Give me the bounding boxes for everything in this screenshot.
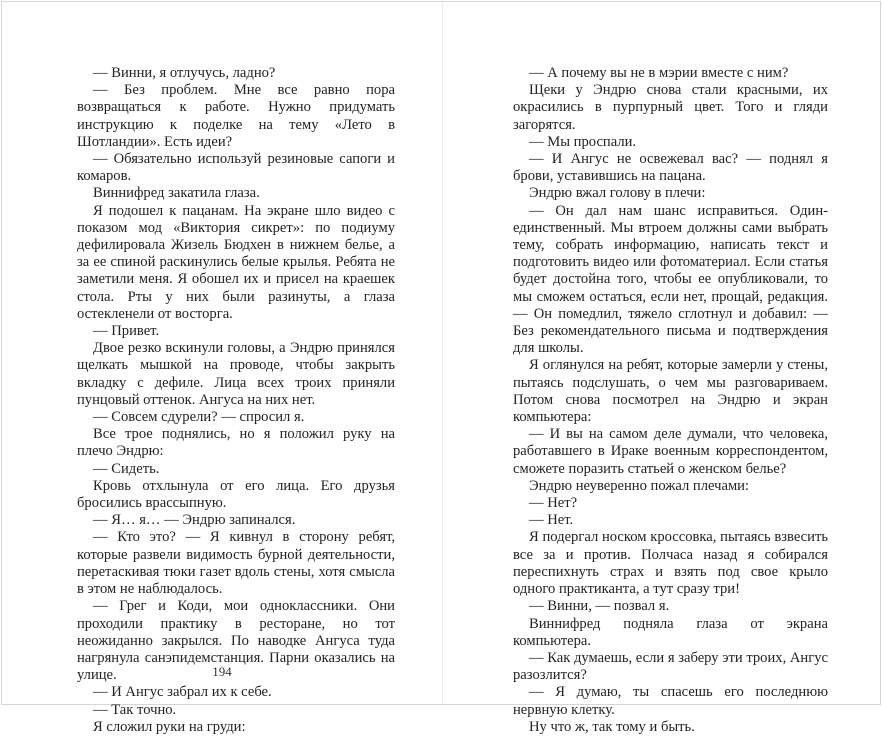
paragraph: — Я думаю, ты спасешь его последнюю нервную клетку. [513,684,828,718]
paragraph: — И Ангус не освежевал вас? — поднял я брови, уставившись на пацана. [513,151,828,185]
paragraph: Двое резко вскинули головы, а Эндрю принялся щелкать мышкой на проводе, чтобы закрыть вкладку с дефиле. Лица всех троих приняли пунцовый оттенок. Ангуса на них нет. [77,340,395,408]
paragraph: Эндрю неуверенно пожал плечами: [529,477,750,494]
paragraph: — Мы проспали. [529,133,637,150]
paragraph: — Кто это? — Я кивнул в сторону ребят, которые развели видимость бурной деятельности, перетаскивая тюки газет вдоль стены, хотя смысла в этом не наблюдалось. [77,529,395,598]
paragraph: Я оглянулся на ребят, которые замерли у стены, пытаясь подслушать, о чем мы разговариваем. Потом снова посмотрел на Эндрю и экран компьютера: [513,357,828,426]
paragraph: — Нет? [529,495,578,512]
page-number: 194 [212,664,232,679]
paragraph: Ну что ж, так тому и быть. [529,718,695,735]
paragraph: Я подергал носком кроссовка, пытаясь взвесить все за и против. Полчаса назад я собирался переспихнуть страх и взять под свое крыло одного практиканта, а тут сразу три! [513,529,828,598]
paragraph: Виннифред подняла глаза от экрана компьютера. [513,615,828,649]
paragraph: — И вы на самом деле думали, что человека, работавшего в Ираке военным корреспондентом, сможете поразить статьей о женском белье? [513,426,828,477]
right-page-text [513,65,828,736]
paragraph: — Привет. [93,323,160,340]
paragraph: — Он дал нам шанс исправиться. Один-единственный. Мы втроем должны сами выбрать тему, собрать информацию, написать текст и подготовить видео или фотоматериал. Если статья будет достойна того, чтобы ее опубликовали, то мы сможем остаться, если нет, прощай, редакция. — Он помедлил, тяжело сглотнул и добавил: — Без рекомендательного письма и подтверждения для школы. [513,202,828,357]
paragraph: — Совсем сдурели? — спросил я. [93,409,305,426]
left-page-text [77,65,395,736]
paragraph: — Винни, я отлучусь, ладно? [93,65,276,81]
page-gutter [442,2,443,704]
paragraph: Я сложил руки на груди: [93,718,246,735]
paragraph: — Обязательно используй резиновые сапоги и комаров. [77,151,395,185]
paragraph: — Я… я… — Эндрю запинался. [93,512,296,529]
paragraph: — Сидеть. [93,460,160,477]
paragraph: — Нет. [529,512,574,529]
paragraph: — А почему вы не в мэрии вместе с ним? [529,65,789,81]
paragraph: Все трое поднялись, но я положил руку на плечо Эндрю: [77,426,395,460]
paragraph: Виннифред закатила глаза. [93,185,260,202]
paragraph: — Без проблем. Мне все равно пора возвращаться к работе. Нужно придумать инструкцию к поделке на тему «Лето в Шотландии». Есть идеи? [77,82,395,150]
book-spread [1,1,881,735]
paragraph: Кровь отхлынула от его лица. Его друзья бросились врассыпную. [77,477,395,512]
paragraph: — И Ангус забрал их к себе. [93,684,272,701]
paragraph: — Грег и Коди, мои одноклассники. Они проходили практику в ресторане, но тот неожиданно закрылся. По наводке Ангуса туда нагрянула санэпидемстанция. Парни оказались на улице. [77,598,395,684]
paragraph: Щеки у Эндрю снова стали красными, их окрасились в пурпурный цвет. Того и гляди загорятся. [513,82,828,133]
paragraph: — Винни, — позвал я. [529,598,670,615]
paragraph: — Так точно. [93,701,177,718]
paragraph: Я подошел к пацанам. На экране шло видео с показом мод «Виктория сикрет»: по подиуму дефилировала Жизель Бюдхен в нижнем белье, а за ее спиной раскинулись белые крылья. Ребята не заметили меня. Я обошел их и присел на краешек стола. Рты у них были разинуты, а глаза остекленели от восторга. [77,202,395,322]
paragraph: Эндрю вжал голову в плечи: [529,185,706,202]
paragraph: — Как думаешь, если я заберу эти троих, Ангус разозлится? [513,649,828,684]
